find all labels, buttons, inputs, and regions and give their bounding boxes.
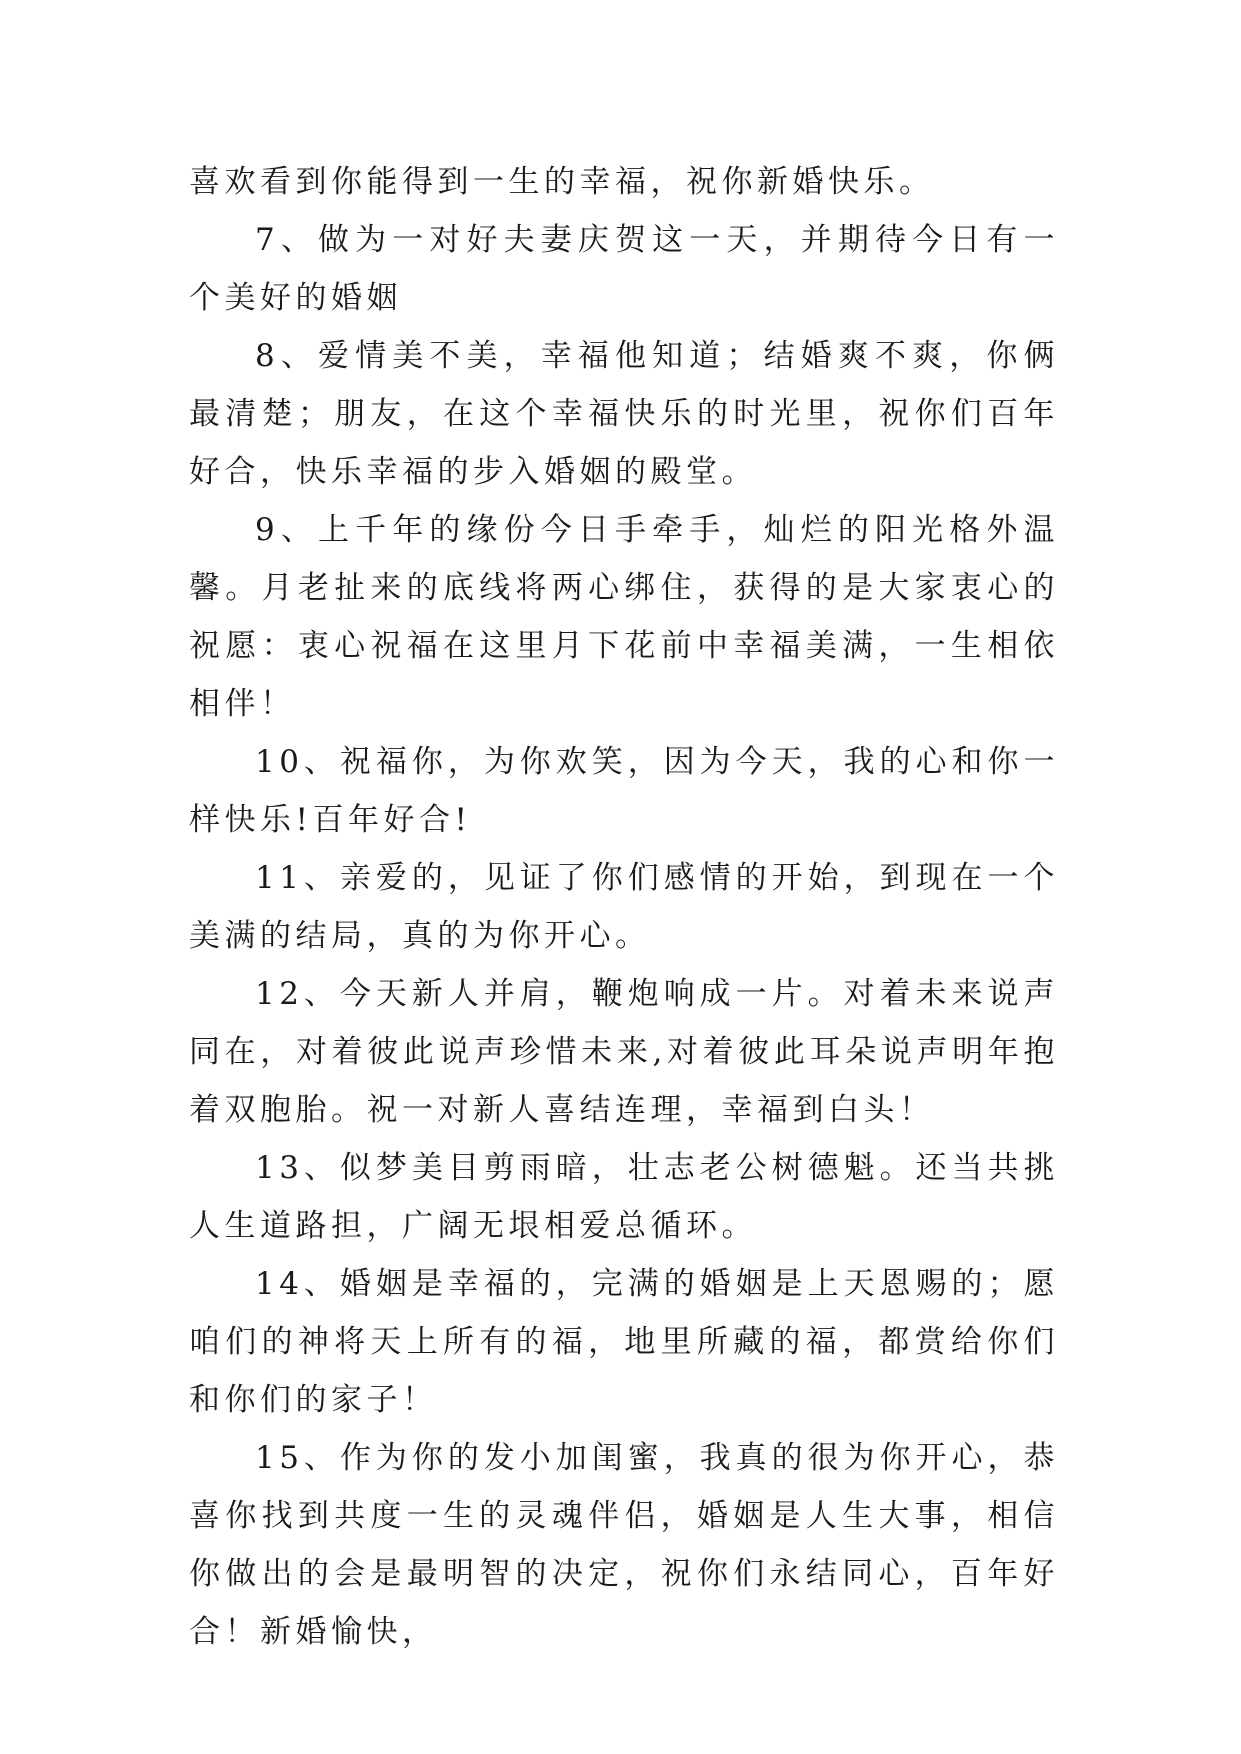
paragraph-item-8: 8、爱情美不美，幸福他知道；结婚爽不爽，你俩最清楚；朋友，在这个幸福快乐的时光里，祝你们百年好合，快乐幸福的步入婚姻的殿堂。 [189,338,1059,490]
paragraph-item-9: 9、上千年的缘份今日手牵手，灿烂的阳光格外温馨。月老扯来的底线将两心绑住，获得的是大家衷心的祝愿：衷心祝福在这里月下花前中幸福美满，一生相依相伴！ [189,512,1059,722]
paragraph-item-14: 14、婚姻是幸福的，完满的婚姻是上天恩赐的；愿咱们的神将天上所有的福，地里所藏的福，都赏给你们和你们的家子！ [189,1266,1059,1418]
paragraph-item-15: 15、作为你的发小加闺蜜，我真的很为你开心，恭喜你找到共度一生的灵魂伴侣，婚姻是人生大事，相信你做出的会是最明智的决定，祝你们永结同心，百年好合！新婚愉快， [189,1440,1059,1650]
document-body [189,153,1059,1661]
paragraph-item-11: 11、亲爱的，见证了你们感情的开始，到现在一个美满的结局，真的为你开心。 [189,860,1059,954]
paragraph-item-12: 12、今天新人并肩，鞭炮响成一片。对着未来说声同在，对着彼此说声珍惜未来,对着彼此耳朵说声明年抱着双胞胎。祝一对新人喜结连理，幸福到白头！ [189,976,1059,1128]
paragraph-item-10: 10、祝福你，为你欢笑，因为今天，我的心和你一样快乐!百年好合! [189,744,1059,838]
paragraph-item-7: 7、做为一对好夫妻庆贺这一天，并期待今日有一个美好的婚姻 [189,222,1059,316]
paragraph-item-13: 13、似梦美目剪雨暗，壮志老公树德魁。还当共挑人生道路担，广阔无垠相爱总循环。 [189,1150,1059,1244]
paragraph-continuation: 喜欢看到你能得到一生的幸福，祝你新婚快乐。 [189,164,935,200]
